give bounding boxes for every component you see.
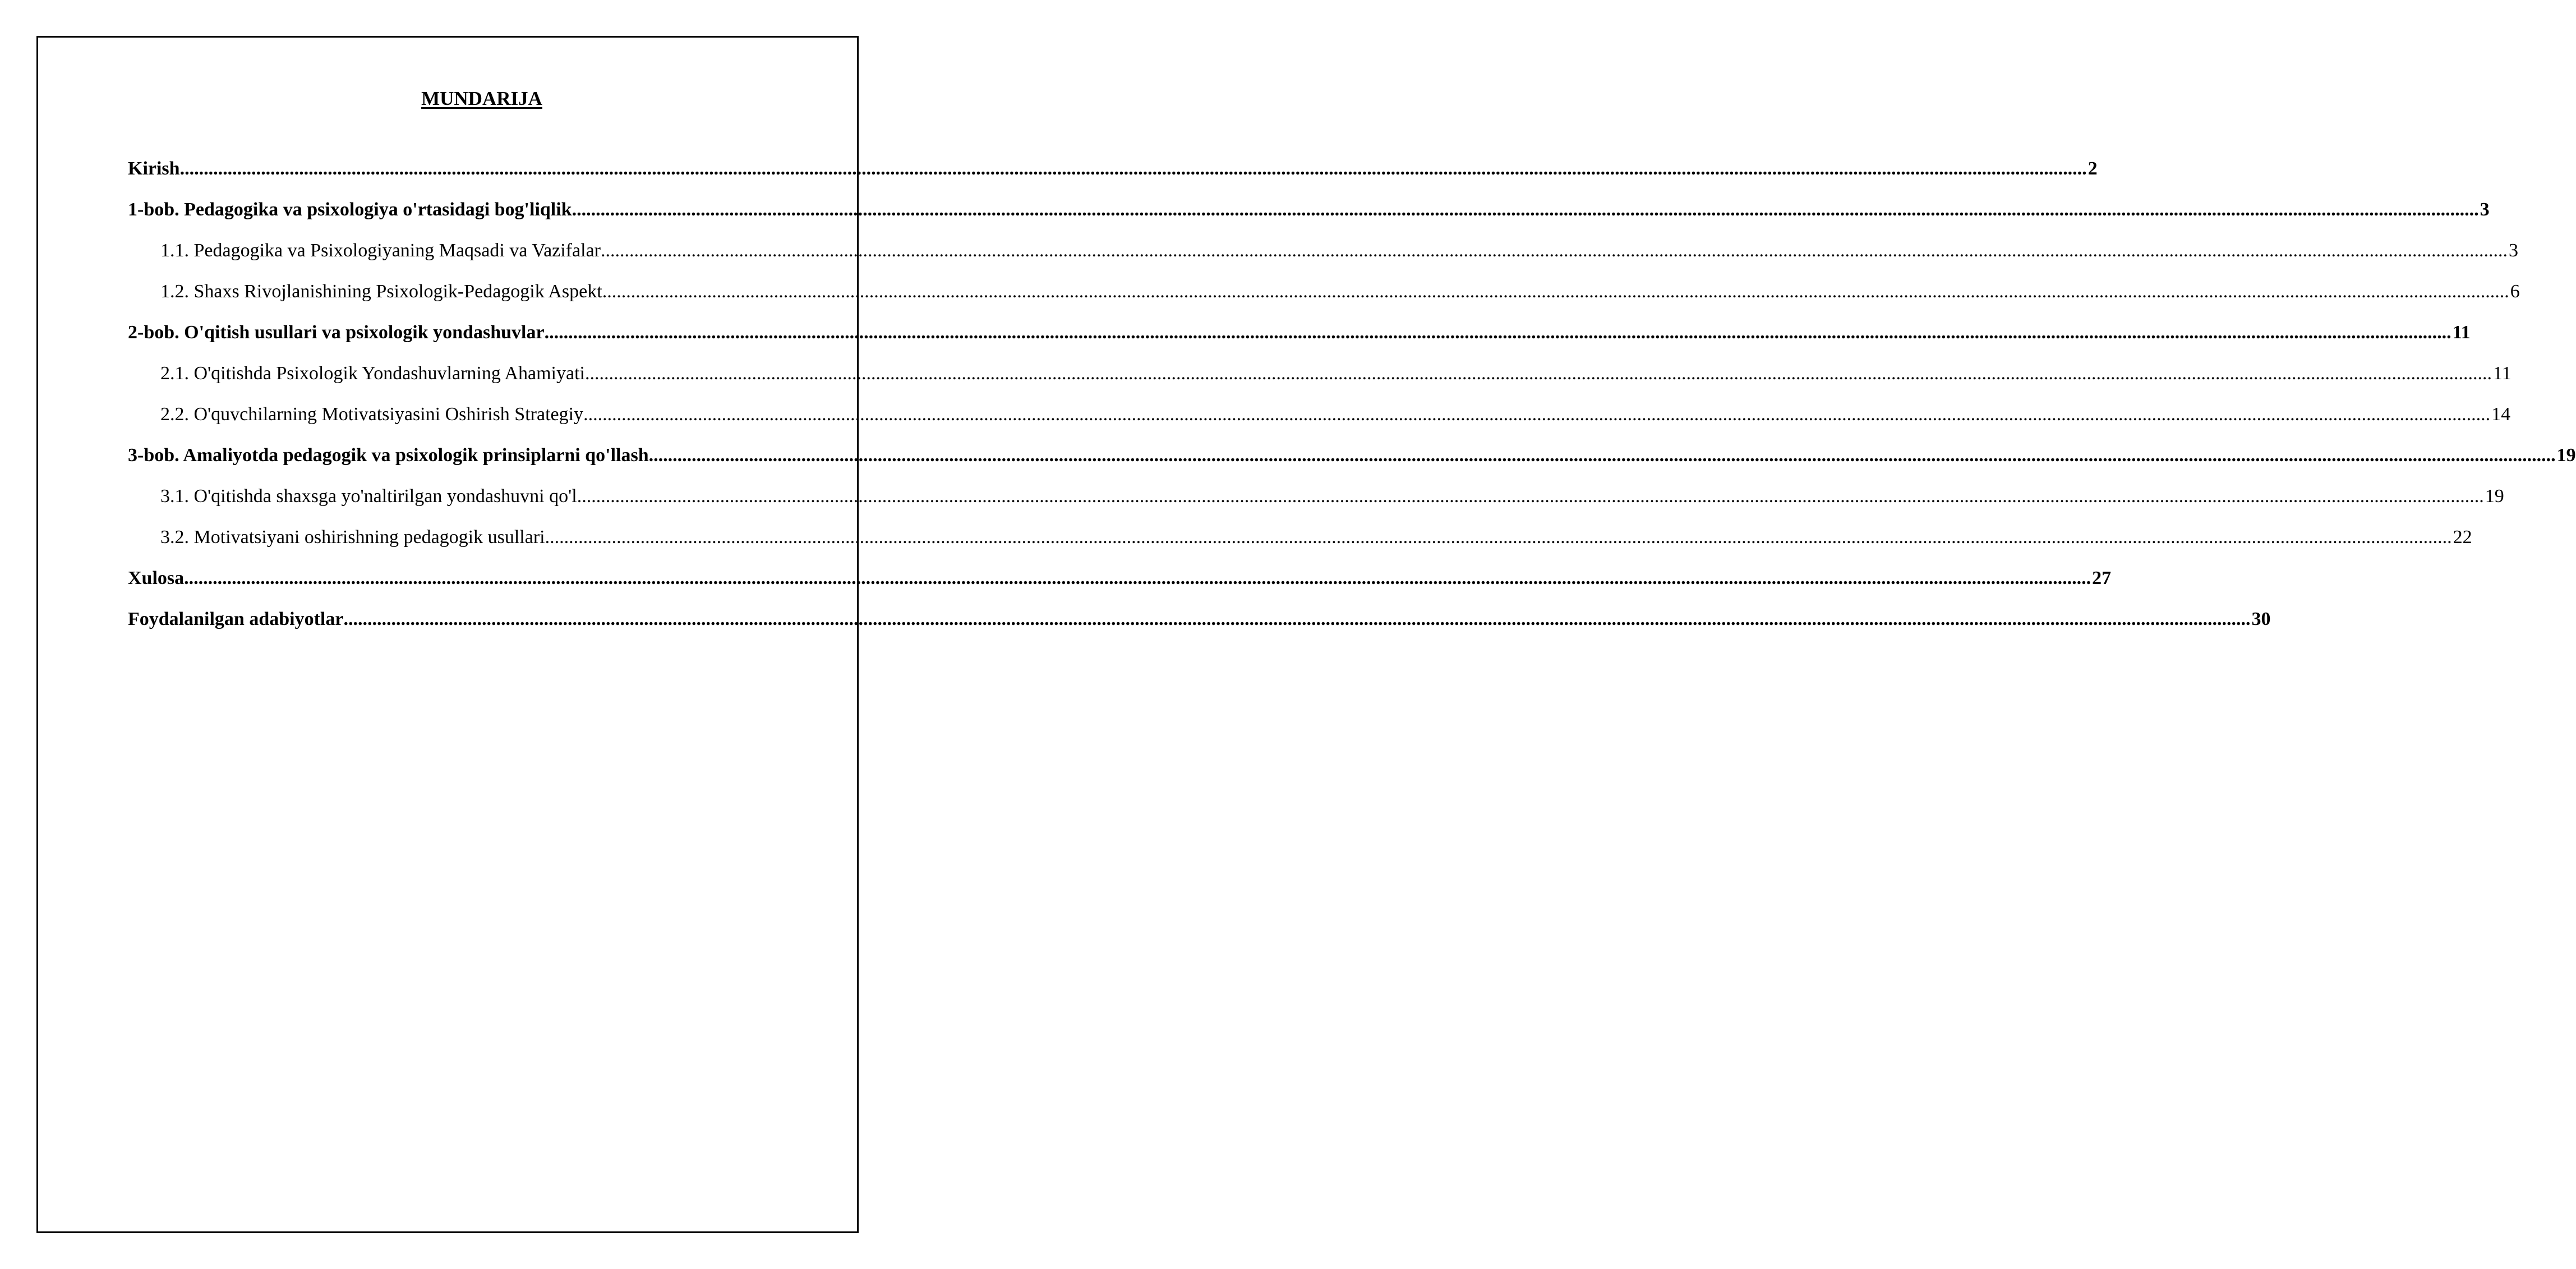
toc-entry-label: Xulosa [128, 567, 185, 588]
toc-page-number: 6 [2510, 281, 2520, 302]
toc-entry[interactable] [128, 599, 2271, 640]
toc-page-number: 11 [2452, 321, 2471, 343]
toc-title: MUNDARIJA [421, 88, 542, 109]
toc-page-number: 3 [2480, 199, 2490, 220]
toc-entry[interactable] [128, 435, 2576, 476]
toc-entry-label: 1.2. Shaxs Rivojlanishining Psixologik-Pedagogik Aspekt [160, 281, 602, 302]
toc-dot-leader: ................................................................................................................................................................................................................................................................................................................................................................................................................ [648, 444, 2556, 466]
toc-dot-leader: ................................................................................................................................................................................................................................................................................................................................................................................................................ [545, 526, 2452, 548]
toc-entry[interactable] [128, 189, 2490, 230]
toc-page-number: 19 [2485, 485, 2504, 507]
toc-page-number: 19 [2556, 444, 2576, 466]
toc-entry-label: 2.2. O'quvchilarning Motivatsiyasini Oshirish Strategiy [160, 403, 584, 425]
toc-entry-label: Kirish [128, 158, 180, 179]
toc-dot-leader: ................................................................................................................................................................................................................................................................................................................................................................................................................ [179, 158, 2087, 179]
toc-dot-leader: ................................................................................................................................................................................................................................................................................................................................................................................................................ [602, 281, 2509, 302]
toc-dot-leader: ................................................................................................................................................................................................................................................................................................................................................................................................................ [572, 199, 2479, 220]
toc-subentry[interactable] [128, 353, 2512, 394]
toc-page-number: 3 [2509, 240, 2518, 261]
toc-dot-leader: ................................................................................................................................................................................................................................................................................................................................................................................................................ [583, 403, 2491, 425]
toc-dot-leader: ................................................................................................................................................................................................................................................................................................................................................................................................................ [577, 485, 2484, 507]
toc-page-number: 14 [2491, 403, 2511, 425]
toc-entry-label: 3.1. O'qitishda shaxsga yo'naltirilgan yondashuvni qo'l [160, 485, 577, 507]
toc-subentry[interactable] [128, 230, 2518, 271]
toc-entry-label: Foydalanilgan adabiyotlar [128, 608, 344, 629]
toc-dot-leader: ................................................................................................................................................................................................................................................................................................................................................................................................................ [601, 240, 2508, 261]
toc-subentry[interactable] [128, 394, 2511, 435]
toc-subentry[interactable] [128, 271, 2520, 312]
toc-entry-label: 1.1. Pedagogika va Psixologiyaning Maqsadi va Vazifalar [160, 240, 601, 261]
toc-subentry[interactable] [128, 517, 2472, 558]
toc-page-number: 30 [2251, 608, 2271, 629]
toc-page-number: 2 [2087, 158, 2098, 179]
toc-entry-label: 2.1. O'qitishda Psixologik Yondashuvlarning Ahamiyati [160, 362, 585, 384]
toc-page-number: 27 [2092, 567, 2112, 588]
toc-entry[interactable] [128, 558, 2112, 599]
toc-entry-label: 1-bob. Pedagogika va psixologiya o'rtasidagi bog'liqlik [128, 199, 572, 220]
toc-dot-leader: ................................................................................................................................................................................................................................................................................................................................................................................................................ [343, 608, 2251, 629]
toc-entry-label: 3.2. Motivatsiyani oshirishning pedagogik usullari [160, 526, 545, 548]
toc-entry-label: 2-bob. O'qitish usullari va psixologik yondashuvlar [128, 321, 545, 343]
toc-dot-leader: ................................................................................................................................................................................................................................................................................................................................................................................................................ [584, 362, 2492, 384]
toc-entry[interactable] [128, 148, 2098, 189]
toc-entry[interactable] [128, 312, 2471, 353]
toc-dot-leader: ................................................................................................................................................................................................................................................................................................................................................................................................................ [544, 321, 2451, 343]
toc-subentry[interactable] [128, 476, 2504, 517]
toc-dot-leader: ................................................................................................................................................................................................................................................................................................................................................................................................................ [184, 567, 2091, 588]
table-of-contents [128, 148, 2576, 640]
toc-page-number: 22 [2453, 526, 2472, 548]
toc-entry-label: 3-bob. Amaliyotda pedagogik va psixologik prinsiplarni qo'llash [128, 444, 649, 466]
toc-page-number: 11 [2492, 362, 2512, 384]
